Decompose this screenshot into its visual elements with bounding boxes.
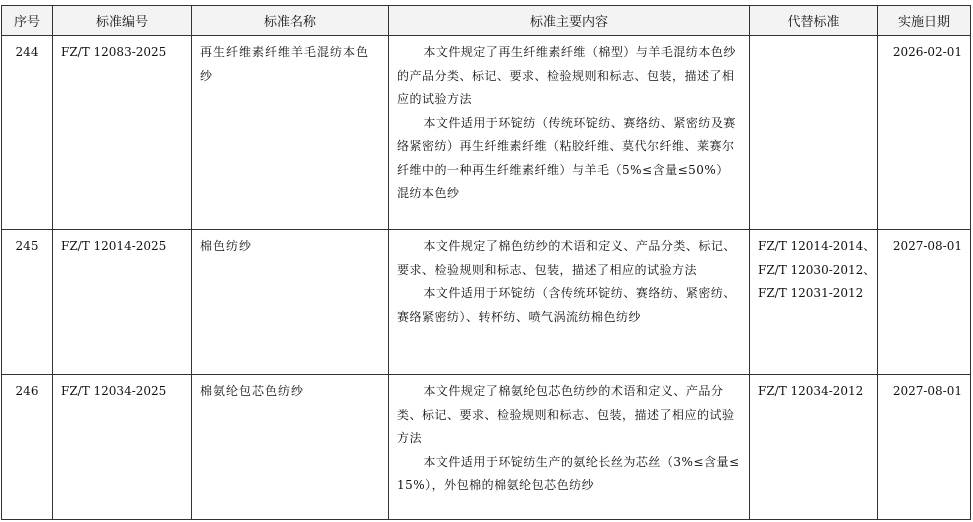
cell-name: 再生纤维素纤维羊毛混纺本色纱: [192, 36, 389, 230]
header-date: 实施日期: [878, 6, 971, 36]
content-applicability-para: 本文件适用于环锭纺（含传统环锭纺、赛络纺、紧密纺、赛络紧密纺）、转杯纺、喷气涡流纺棉色纺纱: [397, 286, 736, 324]
standards-table: [1, 5, 971, 520]
cell-code: FZ/T 12083-2025: [53, 36, 192, 230]
replaced-standard: FZ/T 12031-2012: [758, 286, 864, 300]
header-no: 序号: [2, 6, 53, 36]
cell-name: 棉色纺纱: [192, 230, 389, 375]
cell-date: 2026-02-01: [878, 36, 971, 230]
cell-no: 244: [2, 36, 53, 230]
replaced-standard: FZ/T 12030-2012、: [758, 262, 876, 277]
table-row: [2, 36, 971, 230]
cell-name: 棉氨纶包芯色纺纱: [192, 375, 389, 520]
header-content: 标准主要内容: [389, 6, 750, 36]
cell-replaces: [750, 36, 878, 230]
cell-date: 2027-08-01: [878, 230, 971, 375]
header-name: 标准名称: [192, 6, 389, 36]
cell-code: FZ/T 12034-2025: [53, 375, 192, 520]
cell-replaces: [750, 375, 878, 520]
header-code: 标准编号: [53, 6, 192, 36]
cell-content: [389, 230, 750, 375]
content-scope-para: 本文件规定了棉氨纶包芯色纺纱的术语和定义、产品分类、标记、要求、检验规则和标志、包装，描述了相应的试验方法: [397, 384, 735, 445]
table-row: [2, 375, 971, 520]
replaced-standard: FZ/T 12034-2012: [758, 384, 864, 398]
table-row: [2, 230, 971, 375]
cell-content: [389, 375, 750, 520]
cell-code: FZ/T 12014-2025: [53, 230, 192, 375]
header-row: [2, 6, 971, 36]
content-scope-para: 本文件规定了再生纤维素纤维（棉型）与羊毛混纺本色纱的产品分类、标记、要求、检验规则和标志、包装，描述了相应的试验方法: [397, 45, 736, 106]
cell-no: 246: [2, 375, 53, 520]
cell-date: 2027-08-01: [878, 375, 971, 520]
cell-replaces: [750, 230, 878, 375]
header-replaces: 代替标准: [750, 6, 878, 36]
content-scope-para: 本文件规定了棉色纺纱的术语和定义、产品分类、标记、要求、检验规则和标志、包装，描述了相应的试验方法: [397, 239, 736, 277]
replaced-standard: FZ/T 12014-2014、: [758, 239, 876, 253]
content-applicability-para: 本文件适用于环锭纺生产的氨纶长丝为芯丝（3%≤含量≤15%），外包棉的棉氨纶包芯色纺纱: [397, 454, 740, 492]
content-applicability-para: 本文件适用于环锭纺（传统环锭纺、赛络纺、紧密纺及赛络紧密纺）再生纤维素纤维（粘胶纤维、莫代尔纤维、莱赛尔纤维中的一种再生纤维素纤维）与羊毛（5%≤含量≤50%）混纺本色纱: [397, 115, 736, 200]
cell-content: [389, 36, 750, 230]
cell-no: 245: [2, 230, 53, 375]
